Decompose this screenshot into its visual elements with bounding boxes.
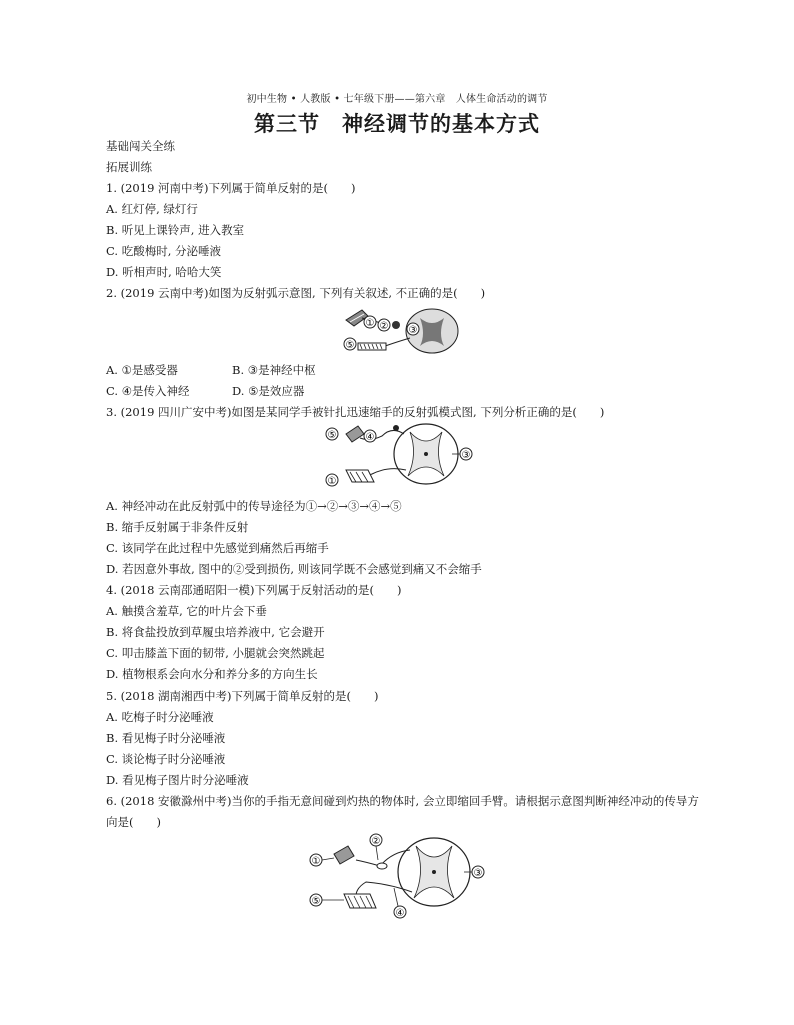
page-header: 初中生物 • 人教版 • 七年级下册——第六章 人体生命活动的调节: [246, 94, 548, 105]
label-2: ②: [379, 321, 389, 332]
q1-option-d: D. 听相声时, 哈哈大笑: [106, 265, 222, 279]
label-5: ⑤: [327, 430, 337, 441]
label-4: ④: [395, 908, 405, 919]
label-1: ①: [327, 476, 337, 487]
q2-option-d: D. ⑤是效应器: [232, 384, 305, 398]
q2-option-c: C. ④是传入神经: [106, 384, 190, 398]
label-1: ①: [311, 856, 321, 867]
label-5: ⑤: [345, 340, 355, 351]
q6-reflex-arc-figure: [306, 832, 490, 922]
q1-option-b: B. 听见上课铃声, 进入教室: [106, 223, 245, 237]
page-title: 第三节 神经调节的基本方式: [254, 111, 540, 136]
q3-option-b: B. 缩手反射属于非条件反射: [106, 520, 249, 534]
label-2: ②: [371, 836, 381, 847]
q6-stem: 6. (2018 安徽滁州中考)当你的手指无意间碰到灼热的物体时, 会立即缩回手臂。请根据示意图判断神经冲动的传导方向是( ): [106, 794, 699, 829]
label-3: ③: [408, 325, 418, 336]
q3-stem: 3. (2019 四川广安中考)如图是某同学手被针扎迅速缩手的反射弧模式图, 下列分析正确的是( ): [106, 405, 605, 419]
q2-option-a: A. ①是感受器: [106, 363, 178, 377]
q3-reflex-arc-figure: [322, 420, 474, 492]
q1-stem: 1. (2019 河南中考)下列属于简单反射的是( ): [106, 181, 356, 195]
label-1: ①: [365, 318, 375, 329]
q5-option-d: D. 看见梅子图片时分泌唾液: [106, 773, 249, 787]
q2-reflex-arc-figure: [340, 304, 470, 358]
q5-option-b: B. 看见梅子时分泌唾液: [106, 731, 226, 745]
q3-option-d: D. 若因意外事故, 图中的②受到损伤, 则该同学既不会感觉到痛又不会缩手: [106, 562, 482, 576]
label-3: ③: [473, 868, 483, 879]
q5-option-a: A. 吃梅子时分泌唾液: [106, 710, 214, 724]
q1-option-c: C. 吃酸梅时, 分泌唾液: [106, 244, 222, 258]
q1-option-a: A. 红灯停, 绿灯行: [106, 202, 198, 216]
q2-option-b: B. ③是神经中枢: [232, 363, 316, 377]
q3-option-c: C. 该同学在此过程中先感觉到痛然后再缩手: [106, 541, 329, 555]
label-4: ④: [365, 432, 375, 443]
q2-options-row1: [106, 362, 316, 378]
q5-option-c: C. 谈论梅子时分泌唾液: [106, 752, 226, 766]
q4-option-a: A. 触摸含羞草, 它的叶片会下垂: [106, 604, 267, 618]
q4-option-c: C. 叩击膝盖下面的韧带, 小腿就会突然跳起: [106, 646, 325, 660]
section-heading-basic: 基础闯关全练: [106, 139, 175, 153]
q4-stem: 4. (2018 云南邵通昭阳一模)下列属于反射活动的是( ): [106, 583, 402, 597]
q4-option-d: D. 植物根系会向水分和养分多的方向生长: [106, 667, 318, 681]
label-5: ⑤: [311, 896, 321, 907]
q2-stem: 2. (2019 云南中考)如图为反射弧示意图, 下列有关叙述, 不正确的是( ): [106, 286, 486, 300]
q4-option-b: B. 将食盐投放到草履虫培养液中, 它会避开: [106, 625, 325, 639]
label-3: ③: [461, 450, 471, 461]
section-heading-extended: 拓展训练: [106, 160, 152, 174]
q3-option-a: A. 神经冲动在此反射弧中的传导途径为①→②→③→④→⑤: [106, 499, 402, 513]
q2-options-row2: [106, 383, 305, 399]
q5-stem: 5. (2018 湖南湘西中考)下列属于简单反射的是( ): [106, 689, 379, 703]
